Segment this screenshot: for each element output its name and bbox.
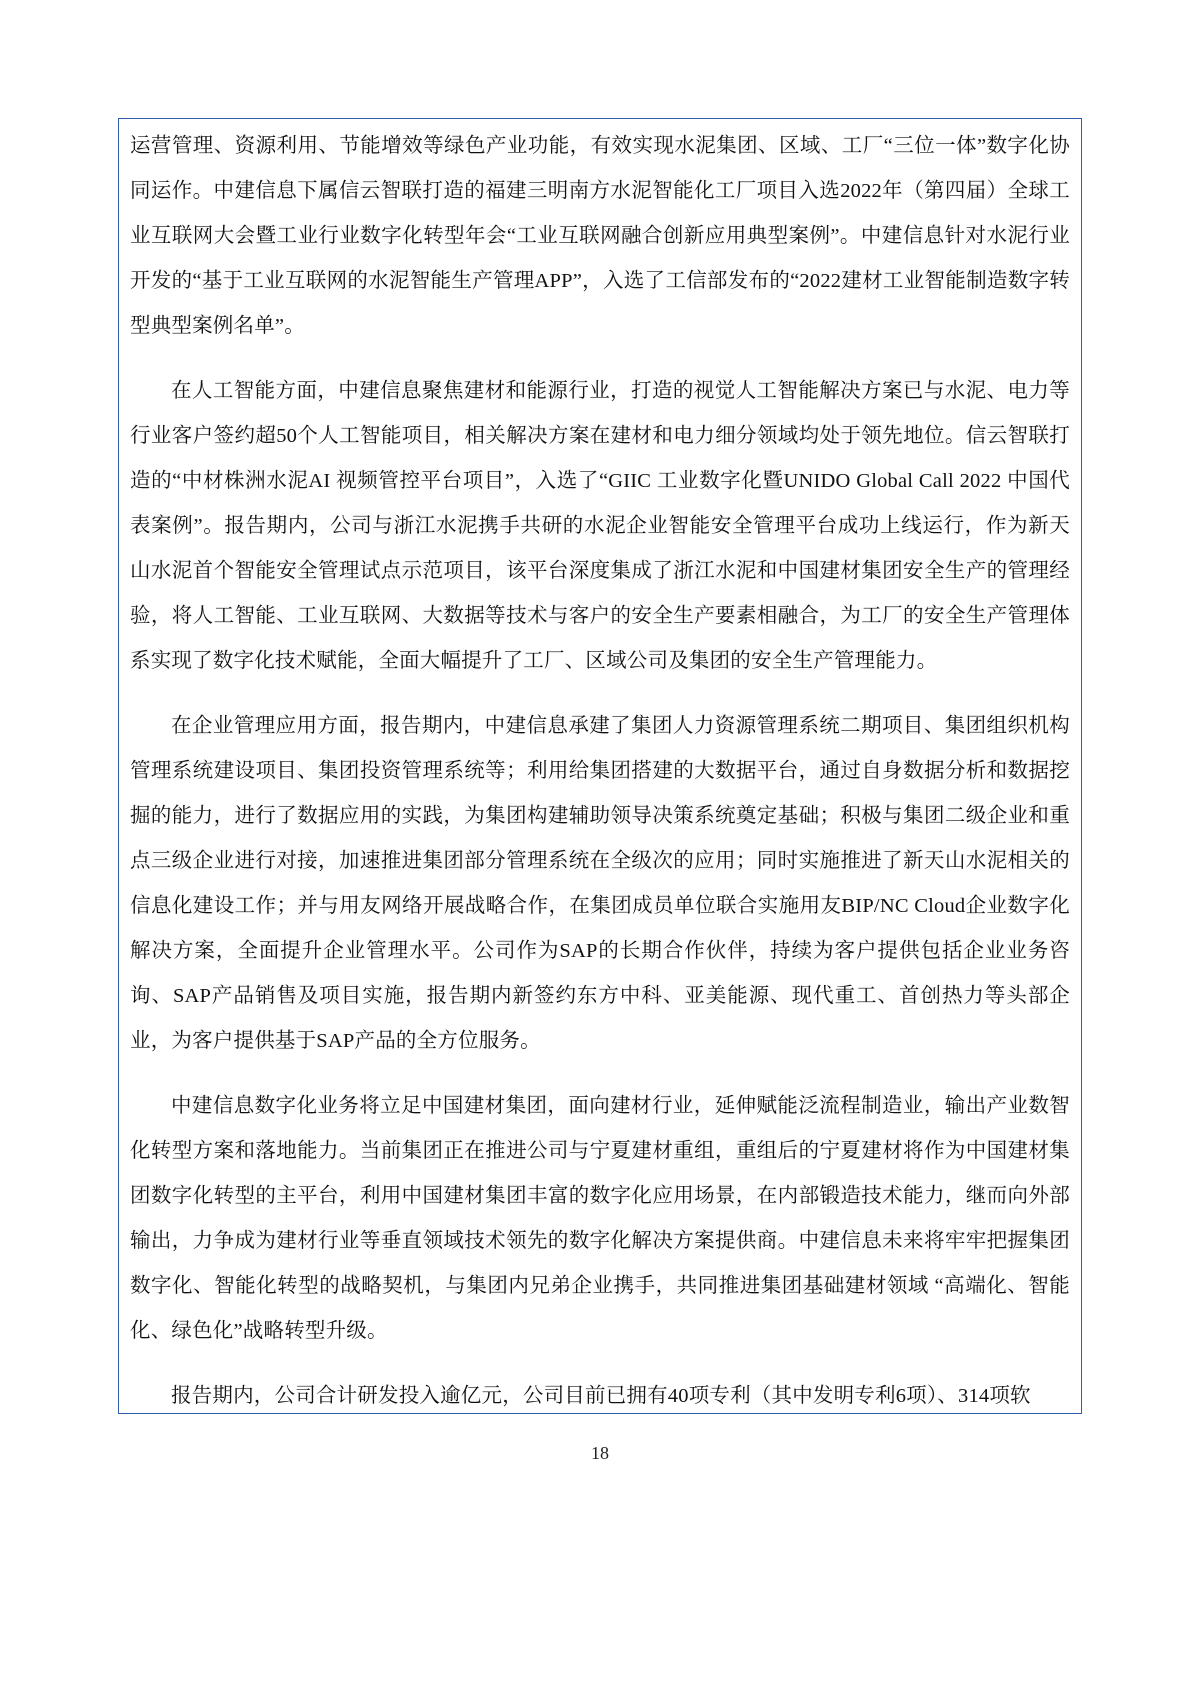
paragraph-2: 在人工智能方面，中建信息聚焦建材和能源行业，打造的视觉人工智能解决方案已与水泥、电力等行业客户签约超50个人工智能项目，相关解决方案在建材和电力细分领域均处于领先地位。信云智联打造的“中材株洲水泥AI 视频管控平台项目”，入选了“GIIC 工业数字化暨UNIDO Global Call 2022 中国代表案例”。报告期内，公司与浙江水泥携手共研的水泥企业智能安全管理平台成功上线运行，作为新天山水泥首个智能安全管理试点示范项目，该平台深度集成了浙江水泥和中国建材集团安全生产的管理经验，将人工智能、工业互联网、大数据等技术与客户的安全生产要素相融合，为工厂的安全生产管理体系实现了数字化技术赋能，全面大幅提升了工厂、区域公司及集团的安全生产管理能力。 xyxy=(130,380,1070,672)
paragraph-5: 报告期内，公司合计研发投入逾亿元，公司目前已拥有40项专利（其中发明专利6项）、314项软 xyxy=(171,1385,1031,1407)
page-number: 18 xyxy=(591,1443,609,1463)
paragraph-1: 运营管理、资源利用、节能增效等绿色产业功能，有效实现水泥集团、区域、工厂“三位一体”数字化协同运作。中建信息下属信云智联打造的福建三明南方水泥智能化工厂项目入选2022年（第四届）全球工业互联网大会暨工业行业数字化转型年会“工业互联网融合创新应用典型案例”。中建信息针对水泥行业开发的“基于工业互联网的水泥智能生产管理APP”，入选了工信部发布的“2022建材工业智能制造数字转型典型案例名单”。 xyxy=(130,135,1070,337)
paragraph-3: 在企业管理应用方面，报告期内，中建信息承建了集团人力资源管理系统二期项目、集团组织机构管理系统建设项目、集团投资管理系统等；利用给集团搭建的大数据平台，通过自身数据分析和数据挖掘的能力，进行了数据应用的实践，为集团构建辅助领导决策系统奠定基础；积极与集团二级企业和重点三级企业进行对接，加速推进集团部分管理系统在全级次的应用；同时实施推进了新天山水泥相关的信息化建设工作；并与用友网络开展战略合作，在集团成员单位联合实施用友BIP/NC Cloud企业数字化解决方案，全面提升企业管理水平。公司作为SAP的长期合作伙伴，持续为客户提供包括企业业务咨询、SAP产品销售及项目实施，报告期内新签约东方中科、亚美能源、现代重工、首创热力等头部企业，为客户提供基于SAP产品的全方位服务。 xyxy=(130,715,1070,1052)
paragraph-4: 中建信息数字化业务将立足中国建材集团，面向建材行业，延伸赋能泛流程制造业，输出产业数智化转型方案和落地能力。当前集团正在推进公司与宁夏建材重组，重组后的宁夏建材将作为中国建材集团数字化转型的主平台，利用中国建材集团丰富的数字化应用场景，在内部锻造技术能力，继而向外部输出，力争成为建材行业等垂直领域技术领先的数字化解决方案提供商。中建信息未来将牢牢把握集团数字化、智能化转型的战略契机，与集团内兄弟企业携手，共同推进集团基础建材领域 “高端化、智能化、绿色化”战略转型升级。 xyxy=(130,1095,1070,1342)
document-body xyxy=(122,124,1078,1439)
